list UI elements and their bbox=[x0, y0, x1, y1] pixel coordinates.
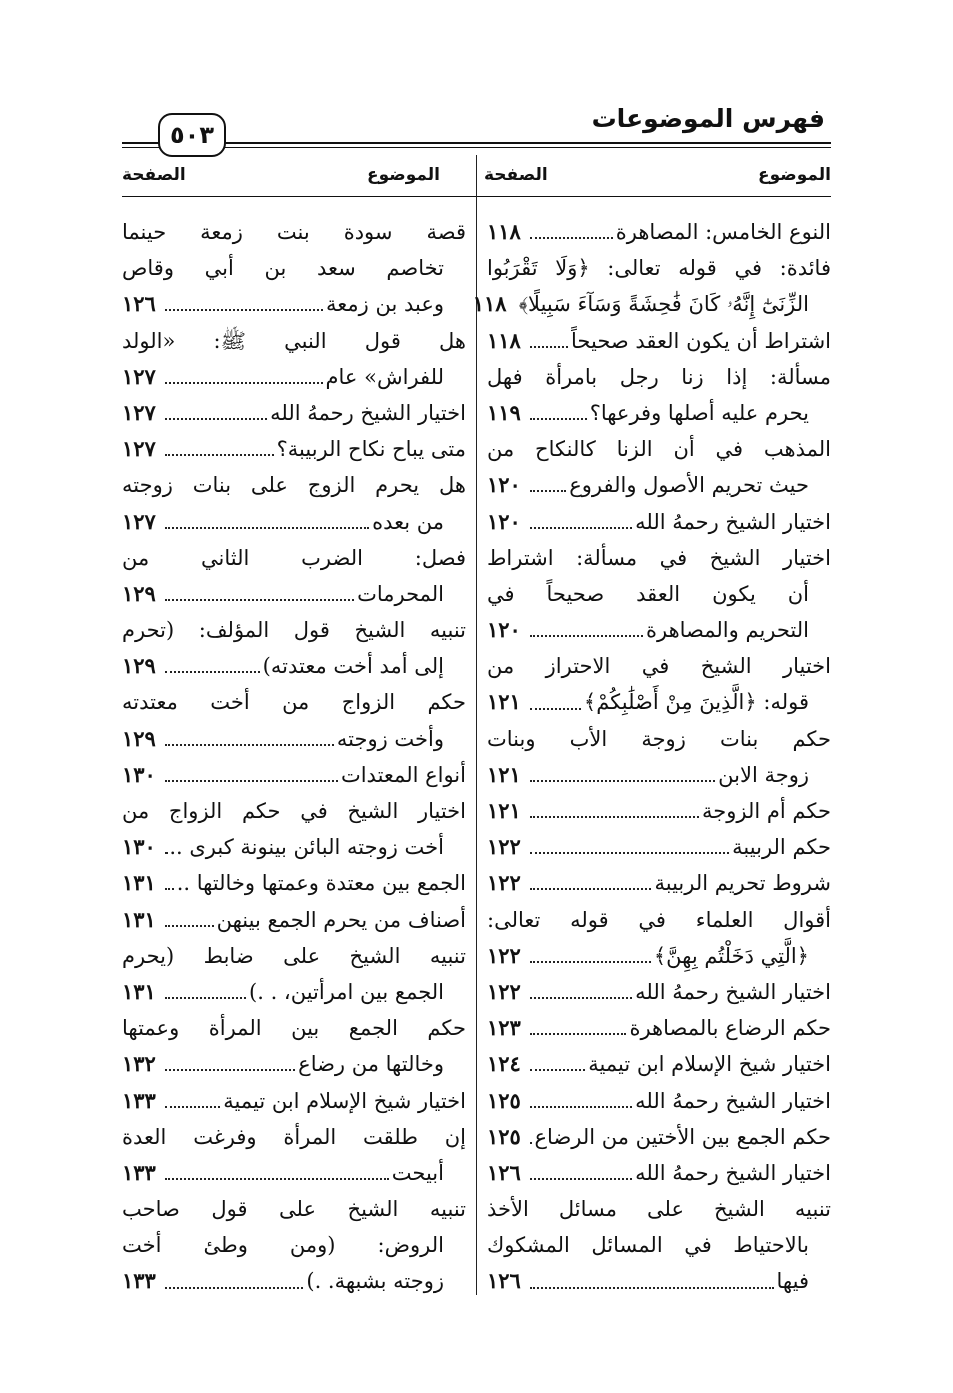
dot-leader bbox=[165, 382, 323, 384]
index-entry-line bbox=[122, 1083, 466, 1119]
entry-page-number: ١٢٢ bbox=[487, 834, 521, 860]
entry-page-number: ١١٨ bbox=[487, 219, 521, 244]
entry-page-number: ١٢٦ bbox=[487, 1268, 521, 1294]
dot-leader bbox=[530, 237, 613, 239]
dot-leader bbox=[530, 418, 587, 420]
entry-text: أبيحت bbox=[391, 1160, 444, 1185]
index-entry-line bbox=[122, 504, 466, 540]
index-entry-line bbox=[122, 1191, 466, 1227]
index-entry-line bbox=[122, 684, 466, 720]
index-entry-line bbox=[122, 1155, 466, 1191]
dot-leader bbox=[530, 852, 729, 854]
dot-leader bbox=[530, 708, 581, 710]
entry-page-number: ١٢٧ bbox=[122, 399, 156, 425]
entry-text: اختيار شيخ الإسلام ابن تيمية bbox=[223, 1088, 466, 1113]
entry-text: اختيار الشيخ رحمهُ الله bbox=[270, 400, 466, 425]
header-rule-thin bbox=[122, 147, 831, 148]
entry-page-number: ١٢٠ bbox=[487, 508, 521, 534]
column-divider bbox=[476, 155, 477, 1295]
index-entry-line bbox=[487, 395, 831, 431]
entry-text: زوجة الابن bbox=[718, 762, 809, 787]
entry-text: هل يحرم الزوج على بنات زوجته bbox=[122, 473, 466, 498]
entry-page-number: ١١٩ bbox=[487, 399, 521, 425]
entry-page-number: ١٢٢ bbox=[487, 978, 521, 1004]
page-header-title: فهرس الموضوعات bbox=[591, 104, 825, 133]
entry-page-number: ١٢٠ bbox=[487, 617, 521, 643]
entry-page-number: ١٢٠ bbox=[487, 472, 521, 498]
entry-page-number: ١٣١ bbox=[122, 906, 156, 932]
dot-leader bbox=[530, 635, 643, 637]
dot-leader bbox=[530, 888, 651, 890]
dot-leader bbox=[530, 1178, 632, 1180]
entry-page-number: ١٢٤ bbox=[487, 1051, 521, 1077]
entry-text: تنبيه الشيخ على مسائل الأخذ bbox=[487, 1197, 831, 1222]
dot-leader bbox=[165, 1106, 220, 1108]
entry-text: اختيار الشيخ في الاحتراز من bbox=[487, 654, 831, 679]
entry-text: قصة سودة بنت زمعة حينما bbox=[122, 220, 466, 244]
entry-page-number: ١٣٠ bbox=[122, 761, 156, 787]
entry-text: الزِّنَىٰٓ إِنَّهُۥ كَانَ فَٰحِشَةً وَسَآءَ سَبِيلًا﴾ bbox=[518, 292, 809, 317]
entry-text: شروط تحريم الربيبة bbox=[654, 871, 831, 896]
entry-text: اختيار الشيخ في حكم الزواج من bbox=[122, 799, 466, 823]
dot-leader bbox=[165, 418, 267, 420]
index-entry-line bbox=[122, 612, 466, 648]
dot-leader bbox=[165, 852, 166, 854]
dot-leader bbox=[165, 599, 354, 601]
index-entry-line bbox=[487, 1083, 831, 1119]
index-entry-line bbox=[122, 865, 466, 901]
entry-text: يحرم عليه أصلها وفرعها؟ bbox=[589, 400, 809, 425]
entry-page-number: ١٢٦ bbox=[487, 1159, 521, 1185]
entry-text: هل قول النبي ﷺ: «الولد bbox=[122, 328, 466, 353]
dot-leader bbox=[530, 997, 632, 999]
entry-page-number: ١٢٥ bbox=[487, 1087, 521, 1113]
dot-leader bbox=[530, 1142, 532, 1144]
entry-page-number: ١٣١ bbox=[122, 978, 156, 1004]
index-entry-line bbox=[122, 214, 466, 250]
entry-text: حكم الربيبة bbox=[732, 835, 831, 860]
index-entry-line bbox=[122, 974, 466, 1010]
entry-text: اختيار الشيخ رحمهُ الله bbox=[635, 509, 831, 534]
entry-text: اشتراط أن يكون العقد صحيحاً bbox=[571, 328, 831, 353]
index-entry-line bbox=[122, 540, 466, 576]
entry-text: الجمع بين معتدة وعمتها وخالتها .. bbox=[176, 871, 466, 896]
entry-text: أن يكون العقد صحيحاً في bbox=[487, 581, 809, 606]
entry-text: حكم بنات زوجة الأب وبنات bbox=[487, 726, 831, 751]
index-entry-line bbox=[122, 250, 466, 286]
dot-leader bbox=[530, 816, 699, 818]
index-entry-line bbox=[487, 1010, 831, 1046]
index-column-left bbox=[122, 214, 466, 1300]
entry-page-number: ١٢١ bbox=[487, 798, 521, 823]
entry-page-number: ١٢٧ bbox=[122, 508, 156, 534]
entry-page-number: ١٢٦ bbox=[122, 291, 156, 317]
dot-leader bbox=[165, 454, 274, 456]
entry-text: الروض: (ومن وطئ أخت bbox=[122, 1233, 444, 1258]
index-entry-line bbox=[122, 1263, 466, 1299]
index-entry-line bbox=[487, 648, 831, 684]
index-entry-line bbox=[122, 902, 466, 938]
index-entry-line bbox=[487, 757, 831, 793]
entry-page-number: ١٢١ bbox=[487, 761, 521, 787]
entry-text: المحرمات bbox=[357, 581, 444, 606]
index-entry-line bbox=[122, 1119, 466, 1155]
entry-page-number: ١٢٩ bbox=[122, 653, 156, 679]
index-entry-line bbox=[487, 576, 831, 612]
left-subject-heading: الموضوع bbox=[367, 165, 440, 185]
entry-text: اختيار الشيخ رحمهُ الله bbox=[635, 1160, 831, 1185]
dot-leader bbox=[530, 961, 651, 963]
dot-leader bbox=[165, 1178, 389, 1180]
entry-text: للفراش» عام bbox=[325, 364, 444, 389]
dot-leader bbox=[165, 744, 334, 746]
entry-text: حكم الجمع بين الأختين من الرضاع bbox=[534, 1124, 831, 1149]
entry-text: حكم الزواج من أخت معتدته bbox=[122, 690, 466, 715]
index-entry-line bbox=[487, 1119, 831, 1155]
entry-page-number: ١٣٢ bbox=[122, 1051, 156, 1077]
index-entry-line bbox=[487, 829, 831, 865]
index-entry-line bbox=[487, 250, 831, 286]
entry-page-number: ١١٨ bbox=[472, 291, 507, 317]
left-page-heading: الصفحة bbox=[122, 165, 186, 185]
index-entry-line bbox=[122, 793, 466, 829]
entry-page-number: ١٣٣ bbox=[122, 1087, 156, 1113]
index-entry-line bbox=[487, 612, 831, 648]
dot-leader bbox=[165, 780, 338, 782]
entry-page-number: ١٢١ bbox=[487, 689, 521, 715]
dot-leader bbox=[530, 1069, 585, 1071]
entry-text: أقوال العلماء في قوله تعالى: bbox=[487, 907, 831, 932]
dot-leader bbox=[165, 888, 174, 890]
entry-page-number: ١٣٣ bbox=[122, 1268, 156, 1294]
entry-text: قوله: ﴿الَّذِينَ مِنْ أَصْلَٰبِكُمْ﴾ bbox=[583, 690, 809, 715]
index-entry-line bbox=[487, 323, 831, 359]
index-entry-line bbox=[122, 359, 466, 395]
index-entry-line bbox=[122, 938, 466, 974]
dot-leader bbox=[530, 1033, 626, 1035]
index-entry-line bbox=[487, 1155, 831, 1191]
index-entry-line bbox=[487, 938, 831, 974]
entry-text: فائدة: في قوله تعالى: ﴿وَلَا تَقْرَبُوا bbox=[487, 256, 831, 281]
index-entry-line bbox=[487, 1191, 831, 1227]
right-page-heading: الصفحة bbox=[484, 165, 548, 185]
entry-text: إلى أمد أخت معتدته) bbox=[262, 654, 444, 679]
page-number-badge: ٥٠٣ bbox=[158, 113, 226, 157]
dot-leader bbox=[530, 527, 632, 529]
dot-leader bbox=[530, 1106, 632, 1108]
index-entry-line bbox=[122, 757, 466, 793]
entry-text: وأخت زوجته bbox=[336, 726, 444, 751]
index-entry-line bbox=[122, 829, 466, 865]
right-subject-heading: الموضوع bbox=[758, 165, 831, 185]
entry-page-number: ١٢٧ bbox=[122, 363, 156, 389]
entry-page-number: ١٢٢ bbox=[487, 942, 521, 968]
index-entry-line bbox=[122, 721, 466, 757]
index-entry-line bbox=[487, 540, 831, 576]
entry-text: فصل: الضرب الثاني من bbox=[122, 545, 466, 570]
dot-leader bbox=[530, 1287, 774, 1289]
index-entry-line bbox=[122, 395, 466, 431]
entry-page-number: ١٢٧ bbox=[122, 436, 156, 462]
index-entry-line bbox=[122, 1046, 466, 1082]
entry-text: حكم أم الزوجة bbox=[702, 799, 831, 823]
index-entry-line bbox=[487, 721, 831, 757]
entry-text: مسألة: إذا زنا رجل بامرأة فهل bbox=[487, 364, 831, 389]
entry-text: اختيار الشيخ في مسألة: اشتراط bbox=[487, 545, 831, 570]
entry-text: بالاحتياط في المسائل المشكوك bbox=[487, 1233, 809, 1258]
index-entry-line bbox=[122, 323, 466, 359]
entry-page-number: ١٢٩ bbox=[122, 725, 156, 751]
entry-page-number: ١٢٢ bbox=[487, 870, 521, 896]
index-entry-line bbox=[487, 504, 831, 540]
index-entry-line bbox=[487, 793, 831, 829]
index-entry-line bbox=[487, 684, 831, 720]
index-entry-line bbox=[122, 431, 466, 467]
index-entry-line bbox=[122, 1010, 466, 1046]
entry-text: فيها bbox=[776, 1269, 809, 1294]
entry-text: متى يباح نكاح الربيبة؟ bbox=[276, 437, 466, 462]
index-entry-line bbox=[472, 286, 831, 322]
entry-text: تخاصم سعد بن أبي وقاص bbox=[122, 256, 444, 281]
dot-leader bbox=[530, 490, 566, 492]
index-column-right bbox=[472, 214, 831, 1300]
index-entry-line bbox=[487, 467, 831, 503]
index-entry-line bbox=[122, 576, 466, 612]
entry-page-number: ١٢٥ bbox=[487, 1123, 521, 1149]
entry-page-number: ١٣١ bbox=[122, 870, 156, 896]
entry-text: وعبد بن زمعة bbox=[326, 292, 444, 317]
entry-text: التحريم والمصاهرة bbox=[646, 618, 809, 643]
entry-text: تنبيه الشيخ على ضابط (يحرم bbox=[122, 943, 466, 968]
dot-leader bbox=[165, 527, 369, 529]
entry-text: إن طلقت المرأة وفرغت العدة bbox=[122, 1124, 466, 1149]
entry-text: وخالتها من رضاع bbox=[298, 1052, 444, 1077]
entry-text: تنبيه الشيخ على قول صاحب bbox=[122, 1197, 466, 1222]
entry-text: أخت زوجته البائن بينونة كبرى .. bbox=[169, 835, 444, 860]
dot-leader bbox=[165, 671, 260, 673]
index-entry-line bbox=[487, 1227, 831, 1263]
entry-text: اختيار الشيخ رحمهُ الله bbox=[635, 1088, 831, 1113]
index-entry-line bbox=[487, 1046, 831, 1082]
entry-text: ﴿الَّتِي دَخَلْتُم بِهِنَّ﴾ bbox=[653, 943, 809, 968]
dot-leader bbox=[165, 997, 246, 999]
dot-leader bbox=[530, 780, 715, 782]
dot-leader bbox=[165, 1287, 303, 1289]
entry-text: حكم الرضاع بالمصاهرة bbox=[629, 1016, 831, 1041]
index-entry-line bbox=[487, 1263, 831, 1299]
entry-page-number: ١٢٣ bbox=[487, 1015, 521, 1041]
dot-leader bbox=[165, 925, 214, 927]
index-entry-line bbox=[122, 467, 466, 503]
index-entry-line bbox=[487, 974, 831, 1010]
index-entry-line bbox=[487, 902, 831, 938]
header-rule bbox=[122, 142, 831, 144]
entry-text: الجمع بين امرأتين، . .) bbox=[249, 979, 444, 1004]
entry-page-number: ١٣٠ bbox=[122, 834, 156, 860]
entry-text: اختيار الشيخ رحمهُ الله bbox=[635, 979, 831, 1004]
entry-text: من بعده bbox=[372, 509, 444, 534]
entry-text: حيث تحريم الأصول والفروع bbox=[569, 473, 809, 498]
entry-text: زوجته بشبهة. .) bbox=[306, 1269, 444, 1294]
index-entry-line bbox=[122, 648, 466, 684]
dot-leader bbox=[165, 309, 323, 311]
entry-text: أنواع المعتدات bbox=[340, 762, 466, 787]
dot-leader bbox=[530, 346, 568, 348]
entry-page-number: ١٣٣ bbox=[122, 1159, 156, 1185]
index-entry-line bbox=[122, 286, 466, 322]
index-entry-line bbox=[487, 865, 831, 901]
entry-page-number: ١١٨ bbox=[487, 327, 521, 353]
dot-leader bbox=[165, 1069, 295, 1071]
entry-text: اختيار شيخ الإسلام ابن تيمية bbox=[588, 1052, 831, 1077]
entry-text: أصناف من يحرم الجمع بينهن bbox=[216, 907, 466, 932]
entry-text: النوع الخامس: المصاهرة bbox=[615, 220, 831, 244]
index-entry-line bbox=[487, 214, 831, 250]
entry-page-number: ١٢٩ bbox=[122, 580, 156, 606]
entry-text: تنبيه الشيخ قول المؤلف: (تحرم bbox=[122, 618, 466, 643]
index-entry-line bbox=[487, 359, 831, 395]
entry-text: المذهب في أن الزنا كالنكاح من bbox=[487, 437, 831, 462]
index-entry-line bbox=[122, 1227, 466, 1263]
index-entry-line bbox=[487, 431, 831, 467]
entry-text: حكم الجمع بين المرأة وعمتها bbox=[122, 1016, 466, 1041]
